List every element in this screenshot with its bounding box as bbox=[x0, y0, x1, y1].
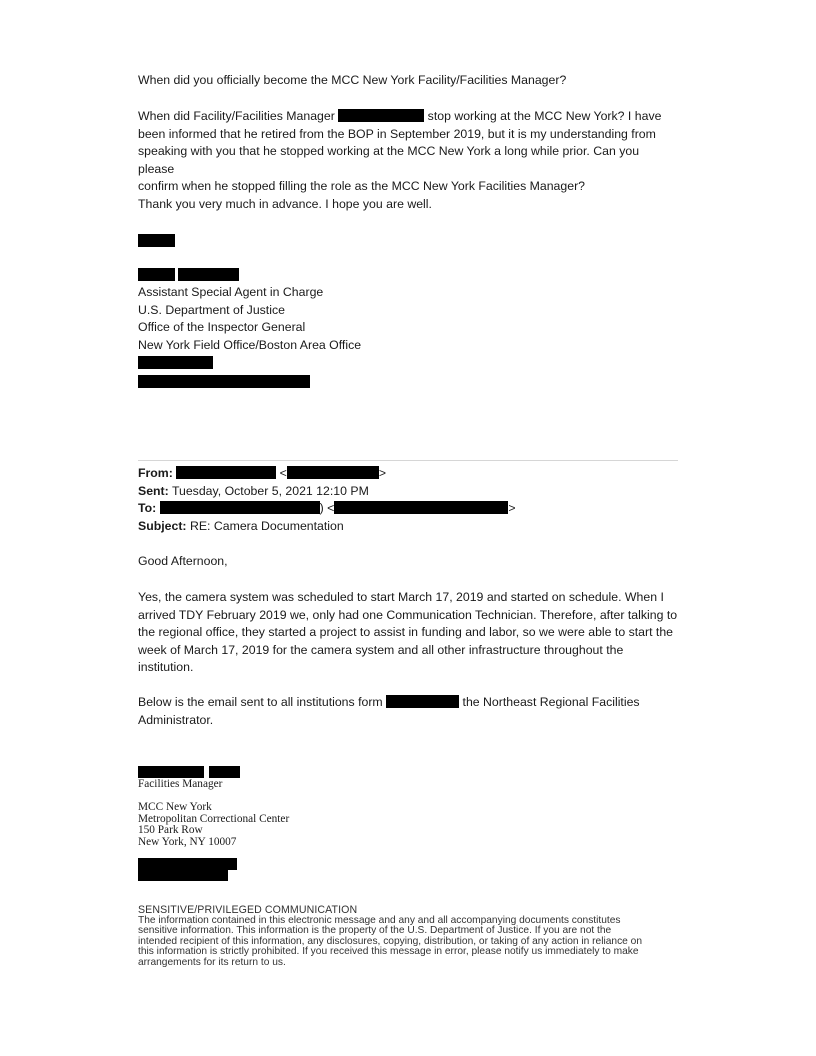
email-divider bbox=[138, 460, 678, 461]
notice-title: SENSITIVE/PRIVILEGED COMMUNICATION bbox=[138, 904, 358, 916]
signature-2-city: New York, NY 10007 bbox=[138, 835, 237, 848]
redaction-box bbox=[287, 466, 379, 479]
signature-2-street: 150 Park Row bbox=[138, 824, 203, 836]
question-2-line-2: been informed that he retired from the BOP in September 2019, but it is my understanding from bbox=[138, 126, 656, 141]
email-header bbox=[138, 465, 678, 535]
from-line: From: < > bbox=[138, 466, 387, 480]
to-line: To: ) < > bbox=[138, 501, 516, 515]
redaction-box bbox=[338, 109, 424, 122]
body-paragraph-1-line-1: Yes, the camera system was scheduled to start March 17, 2019 and started on schedule. When I bbox=[138, 590, 664, 604]
body-paragraph-2-line-1: Below is the email sent to all institutions form the Northeast Regional Facilities bbox=[138, 695, 640, 709]
redaction-box bbox=[386, 695, 459, 708]
notice-line-4: this information is strictly prohibited. If you received this message in error, please notify us immediately to make bbox=[138, 946, 639, 958]
question-2-line-4: confirm when he stopped filling the role as the MCC New York Facilities Manager? bbox=[138, 179, 586, 193]
subject-line: Subject: RE: Camera Documentation bbox=[138, 518, 344, 533]
body-paragraph-1-line-5: institution. bbox=[138, 660, 194, 674]
redaction-box bbox=[160, 501, 320, 514]
signature-1-org: U.S. Department of Justice bbox=[138, 302, 285, 317]
signature-2-title: Facilities Manager bbox=[138, 778, 223, 790]
signature-2-address bbox=[138, 802, 289, 848]
notice-line-3: intended recipient of this information, any disclosures, copying, distribution, or taking of any action in reliance on bbox=[138, 935, 642, 947]
confidentiality-notice bbox=[138, 905, 683, 969]
redaction-box bbox=[138, 869, 228, 881]
body-paragraph-2 bbox=[138, 694, 678, 729]
greeting: Good Afternoon, bbox=[138, 554, 228, 568]
redaction-box bbox=[138, 234, 175, 247]
signature-1 bbox=[138, 284, 361, 354]
redaction-box bbox=[334, 501, 508, 514]
notice-line-5: arrangements for its return to us. bbox=[138, 956, 286, 968]
redaction-box bbox=[138, 268, 175, 281]
thanks-line: Thank you very much in advance. I hope you are well. bbox=[138, 197, 432, 211]
body-paragraph-1-line-2: arrived TDY February 2019 we, only had one Communication Technician. Therefore, after talking to bbox=[138, 607, 678, 622]
signature-1-title: Assistant Special Agent in Charge bbox=[138, 285, 324, 299]
question-1: When did you officially become the MCC New York Facility/Facilities Manager? bbox=[138, 73, 567, 87]
question-2 bbox=[138, 108, 678, 196]
notice-line-1: The information contained in this electronic message and any and all accompanying documents constitutes bbox=[138, 914, 621, 926]
signature-2-org: MCC New York bbox=[138, 801, 212, 813]
signature-2-name: Metropolitan Correctional Center bbox=[138, 812, 290, 825]
redaction-box bbox=[138, 766, 204, 778]
question-2-line-1: When did Facility/Facilities Manager stop working at the MCC New York? I have bbox=[138, 109, 662, 123]
redaction-box bbox=[138, 375, 310, 388]
redaction-box bbox=[138, 356, 213, 369]
signature-1-office: Office of the Inspector General bbox=[138, 320, 306, 334]
signature-1-field-office: New York Field Office/Boston Area Office bbox=[138, 337, 362, 352]
body-paragraph-1-line-4: week of March 17, 2019 for the camera system and all other infrastructure throughout the bbox=[138, 642, 624, 657]
question-2-line-3: speaking with you that he stopped working at the MCC New York a long while prior. Can you please bbox=[138, 144, 640, 176]
sent-line: Sent: Tuesday, October 5, 2021 12:10 PM bbox=[138, 483, 369, 498]
redaction-box bbox=[209, 766, 240, 778]
redaction-box bbox=[176, 466, 276, 479]
notice-line-2: sensitive information. This information is the property of the U.S. Department of Justice. If you are not the bbox=[138, 925, 612, 937]
body-paragraph-1-line-3: the regional office, they started a project to assist in funding and labor, so we were able to start the bbox=[138, 625, 674, 639]
body-paragraph-1 bbox=[138, 589, 678, 677]
redaction-box bbox=[178, 268, 239, 281]
body-paragraph-2-line-2: Administrator. bbox=[138, 712, 214, 727]
